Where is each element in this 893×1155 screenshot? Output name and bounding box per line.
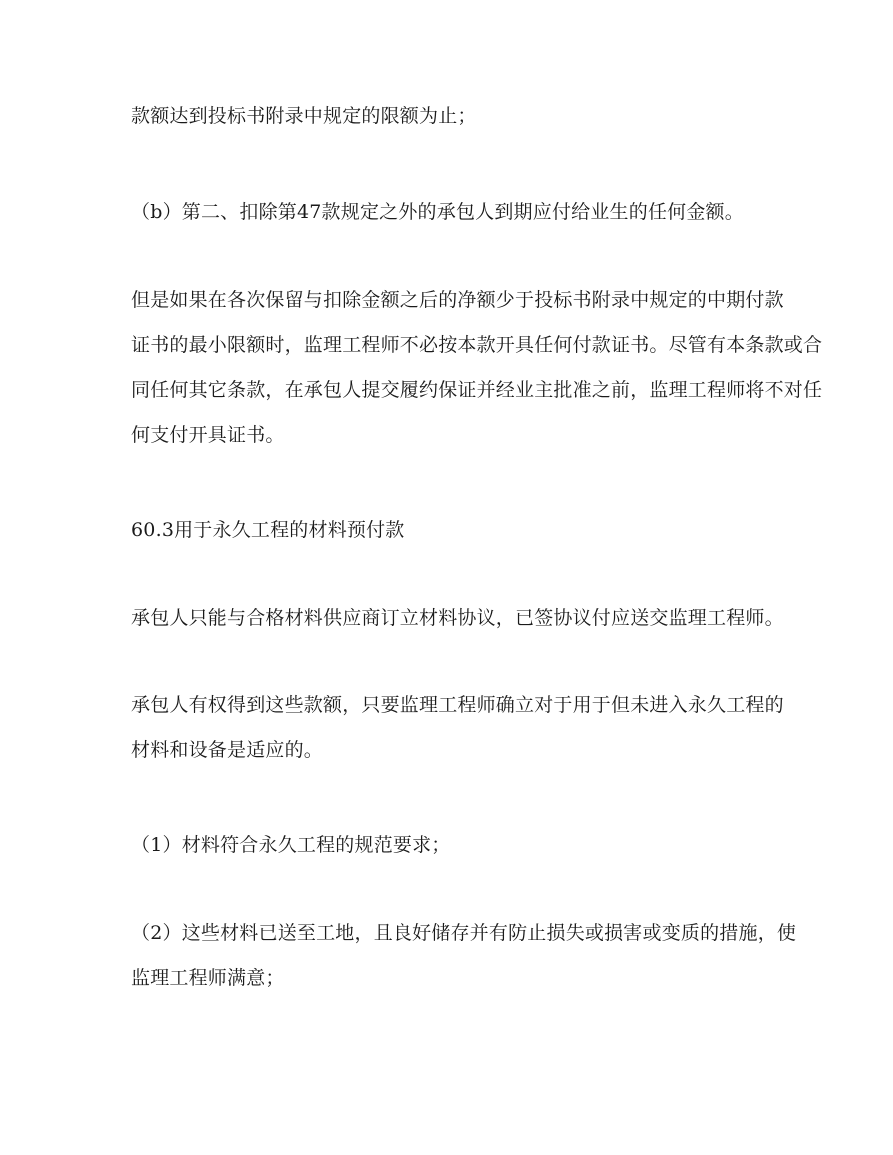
text-line: 款额达到投标书附录中规定的限额为止；	[131, 105, 477, 127]
section-heading: 60.3用于永久工程的材料预付款	[131, 519, 405, 541]
text-line: （2）这些材料已送至工地，且良好储存并有防止损失或损害或变质的措施，使	[131, 922, 797, 944]
text-line: 何支付开具证书。	[131, 424, 285, 446]
text-line: 监理工程师满意；	[131, 967, 285, 989]
text-line: 承包人只能与合格材料供应商订立材料协议，已签协议付应送交监理工程师。	[131, 607, 784, 629]
text-line: 但是如果在各次保留与扣除金额之后的净额少于投标书附录中规定的中期付款	[131, 289, 784, 311]
text-line: 证书的最小限额时，监理工程师不必按本款开具任何付款证书。尽管有本条款或合	[131, 334, 823, 356]
text-line: （b）第二、扣除第47款规定之外的承包人到期应付给业生的任何金额。	[131, 201, 744, 223]
text-line: 同任何其它条款，在承包人提交履约保证并经业主批准之前，监理工程师将不对任	[131, 379, 823, 401]
text-line: 承包人有权得到这些款额，只要监理工程师确立对于用于但未进入永久工程的	[131, 694, 784, 716]
text-line: 材料和设备是适应的。	[131, 739, 324, 761]
text-line: （1）材料符合永久工程的规范要求；	[131, 834, 451, 856]
